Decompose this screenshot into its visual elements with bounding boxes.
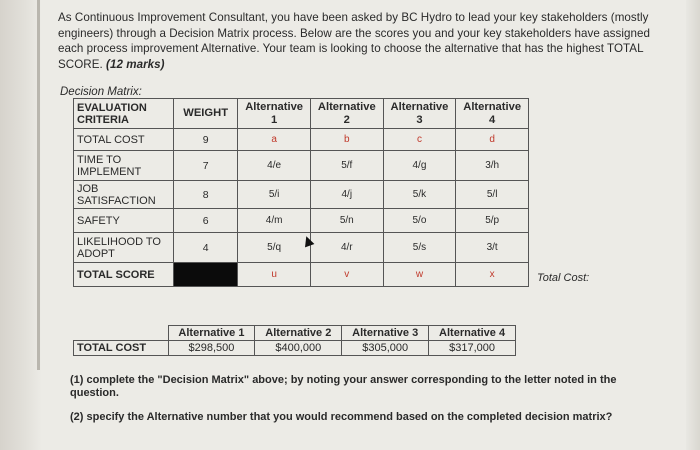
cost-row-label: TOTAL COST	[74, 341, 169, 356]
question-1: (1) complete the "Decision Matrix" above; by noting your answer corresponding to the letter noted in the question.	[70, 374, 617, 399]
cost-value: $298,500	[168, 341, 255, 356]
right-edge-shadow	[686, 0, 700, 450]
score-cell: 5/i	[238, 181, 311, 209]
criterion-label: SAFETY	[74, 209, 174, 233]
score-cell: 5/f	[310, 151, 383, 181]
empty-cell	[74, 326, 169, 341]
score-cell: b	[310, 129, 383, 151]
weight-value: 7	[174, 151, 238, 181]
cost-value: $305,000	[342, 341, 429, 356]
intro-paragraph	[58, 10, 658, 72]
table-row	[74, 209, 529, 233]
score-cell: v	[310, 263, 383, 287]
cost-value-row	[74, 341, 516, 356]
cost-value: $317,000	[429, 341, 516, 356]
score-cell: 5/o	[383, 209, 456, 233]
criterion-label: JOB SATISFACTION	[74, 181, 174, 209]
score-cell: 5/s	[383, 233, 456, 263]
criterion-label: TIME TO IMPLEMENT	[74, 151, 174, 181]
weight-value: 4	[174, 233, 238, 263]
weight-value: 8	[174, 181, 238, 209]
header-alt4: Alternative 4	[456, 99, 529, 129]
score-cell: 4/m	[238, 209, 311, 233]
marks-label: (12 marks)	[106, 57, 165, 71]
cost-header-row	[74, 326, 516, 341]
score-cell: 5/q	[238, 233, 311, 263]
total-cost-caption: Total Cost:	[537, 272, 590, 284]
matrix-header-row	[74, 99, 529, 129]
score-cell: 5/k	[383, 181, 456, 209]
score-cell: 5/n	[310, 209, 383, 233]
score-cell: 3/t	[456, 233, 529, 263]
score-cell: w	[383, 263, 456, 287]
left-edge-shadow	[0, 0, 42, 450]
criterion-label: TOTAL COST	[74, 129, 174, 151]
score-cell: 5/l	[456, 181, 529, 209]
score-cell: x	[456, 263, 529, 287]
header-criteria: EVALUATION CRITERIA	[74, 99, 174, 129]
score-cell: 4/r	[310, 233, 383, 263]
score-cell: 3/h	[456, 151, 529, 181]
header-alt1: Alternative 1	[238, 99, 311, 129]
scrollbar-track	[37, 0, 40, 370]
score-cell: 4/j	[310, 181, 383, 209]
blacked-out-cell	[174, 263, 238, 287]
decision-matrix-table	[73, 98, 529, 287]
weight-value: 9	[174, 129, 238, 151]
cost-header-cell: Alternative 1	[168, 326, 255, 341]
cost-header-cell: Alternative 4	[429, 326, 516, 341]
score-cell: c	[383, 129, 456, 151]
intro-text: As Continuous Improvement Consultant, you have been asked by BC Hydro to lead your key stakeholders (mostly engineers) through a Decision Matrix process. Below are the scores you and your key stakeholders have assigned each process improvement Alternative. Your team is looking to choose the alternative that has the highest TOTAL SCORE.	[58, 11, 650, 71]
score-cell: 4/g	[383, 151, 456, 181]
criterion-label: LIKELIHOOD TO ADOPT	[74, 233, 174, 263]
header-alt2: Alternative 2	[310, 99, 383, 129]
total-cost-table	[73, 325, 516, 356]
header-alt3: Alternative 3	[383, 99, 456, 129]
score-cell: 4/e	[238, 151, 311, 181]
score-cell: u	[238, 263, 311, 287]
decision-matrix-label: Decision Matrix:	[60, 86, 142, 98]
table-row	[74, 151, 529, 181]
cost-value: $400,000	[255, 341, 342, 356]
header-weight: WEIGHT	[174, 99, 238, 129]
total-score-row	[74, 263, 529, 287]
score-cell: a	[238, 129, 311, 151]
table-row	[74, 129, 529, 151]
score-cell: 5/p	[456, 209, 529, 233]
cost-header-cell: Alternative 2	[255, 326, 342, 341]
cost-header-cell: Alternative 3	[342, 326, 429, 341]
total-score-label: TOTAL SCORE	[74, 263, 174, 287]
question-2: (2) specify the Alternative number that you would recommend based on the completed decision matrix?	[70, 411, 613, 423]
table-row	[74, 181, 529, 209]
weight-value: 6	[174, 209, 238, 233]
score-cell: d	[456, 129, 529, 151]
